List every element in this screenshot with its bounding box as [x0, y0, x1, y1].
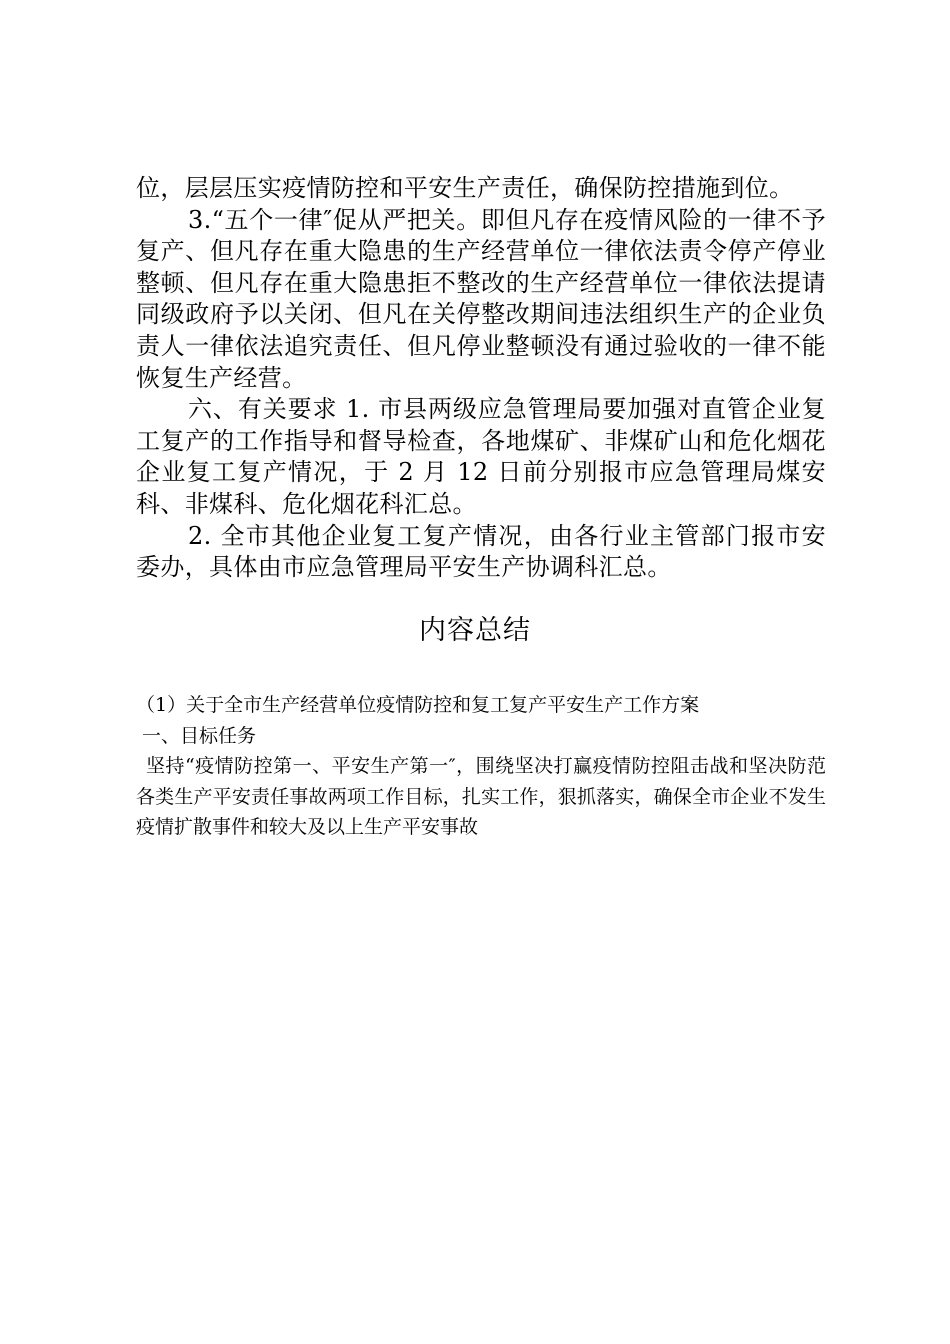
summary-section: [136, 690, 826, 843]
document-body: [136, 173, 826, 584]
paragraph-requirements: 六、有关要求 1. 市县两级应急管理局要加强对直管企业复工复产的工作指导和督导检查，各地煤矿、非煤矿山和危化烟花企业复工复产情况，于 2 月 12 日前分别报市应急管理局煤安科、非煤科、危化烟花科汇总。: [136, 395, 826, 518]
summary-subheading: 一、目标任务: [142, 724, 257, 747]
summary-title: 内容总结: [419, 615, 531, 646]
paragraph-other-enterprises: 2. 全市其他企业复工复产情况，由各行业主管部门报市安委办，具体由市应急管理局平安生产协调科汇总。: [136, 521, 826, 582]
summary-body: 坚持“疫情防控第一、平安生产第一″，围绕坚决打赢疫情防控阻击战和坚决防范各类生产平安责任事故两项工作目标，扎实工作，狠抓落实，确保全市企业不发生疫情扩散事件和较大及以上生产平安事故: [136, 755, 826, 838]
paragraph-continuation: 位，层层压实疫情防控和平安生产责任，确保防控措施到位。: [136, 174, 794, 202]
paragraph-five-rules: 3.“五个一律″促从严把关。即但凡存在疫情风险的一律不予复产、但凡存在重大隐患的生产经营单位一律依法责令停产停业整顿、但凡存在重大隐患拒不整改的生产经营单位一律依法提请同级政府予以关闭、但凡在关停整改期间违法组织生产的企业负责人一律依法追究责任、但凡停业整顿没有通过验收的一律不能恢复生产经营。: [136, 205, 826, 392]
summary-heading-line: （1）关于全市生产经营单位疫情防控和复工复产平安生产工作方案: [136, 694, 700, 716]
